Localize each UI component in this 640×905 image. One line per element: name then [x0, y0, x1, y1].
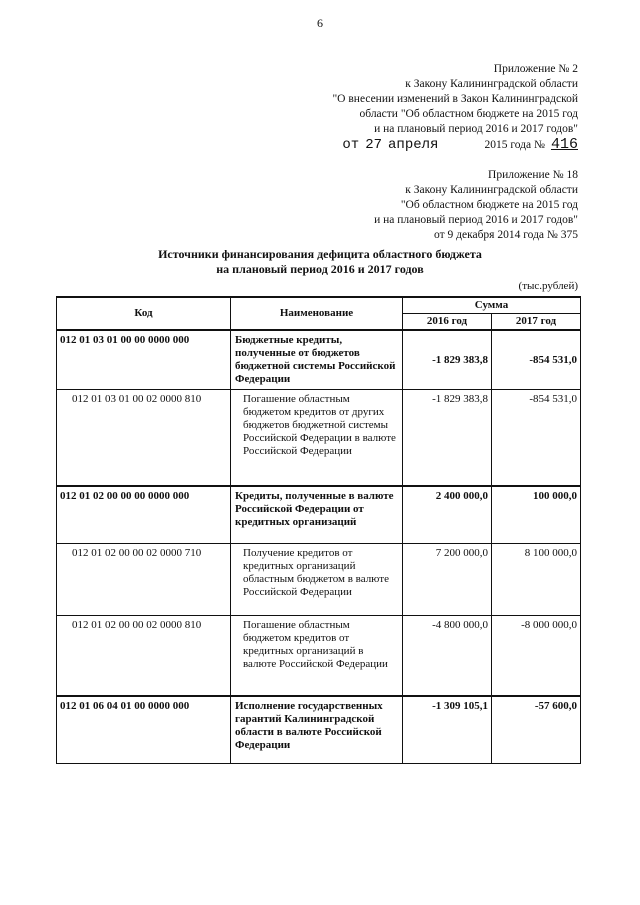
row-value-2016: -4 800 000,0	[403, 616, 492, 696]
row-value-2016: 2 400 000,0	[403, 486, 492, 544]
row-value-2017: 8 100 000,0	[492, 544, 581, 616]
row-code: 012 01 02 00 00 00 0000 000	[57, 486, 231, 544]
appendix-line: области "Об областном бюджете на 2015 год	[359, 108, 578, 120]
appendix-line: к Закону Калининградской области	[405, 184, 578, 196]
table-row	[57, 330, 581, 390]
header-name: Наименование	[231, 297, 403, 330]
row-value-2017: -854 531,0	[492, 390, 581, 486]
row-name: Исполнение государственных гарантий Калининградской области в валюте Российской Федерации	[231, 696, 403, 764]
row-value-2017: 100 000,0	[492, 486, 581, 544]
appendix-line: к Закону Калининградской области	[405, 78, 578, 90]
row-name: Погашение областным бюджетом кредитов от других бюджетов бюджетной системы Российской Федерации в валюте Российской Федерации	[231, 390, 403, 486]
appendix-line: от 9 декабря 2014 года № 375	[433, 229, 578, 241]
date-month: апреля	[388, 137, 439, 153]
row-name: Получение кредитов от кредитных организаций областным бюджетом в валюте Российской Федерации	[231, 544, 403, 616]
table-row	[57, 544, 581, 616]
header-year-2017: 2017 год	[492, 314, 581, 331]
row-value-2017: -57 600,0	[492, 696, 581, 764]
budget-table	[56, 296, 581, 764]
title-line-2: на плановый период 2016 и 2017 годов	[216, 262, 424, 276]
row-value-2016: -1 829 383,8	[403, 390, 492, 486]
row-name: Погашение областным бюджетом кредитов от кредитных организаций в валюте Российской Федерации	[231, 616, 403, 696]
row-code: 012 01 06 04 01 00 0000 000	[57, 696, 231, 764]
appendix-line: Приложение № 18	[488, 169, 578, 181]
appendix-original-header	[374, 168, 578, 243]
row-value-2016: -1 309 105,1	[403, 696, 492, 764]
table-header-row	[57, 297, 581, 314]
appendix-line: "О внесении изменений в Закон Калининградской	[332, 93, 578, 105]
row-code: 012 01 02 00 00 02 0000 810	[57, 616, 231, 696]
table-row	[57, 616, 581, 696]
table-row	[57, 486, 581, 544]
table-row	[57, 696, 581, 764]
header-year-2016: 2016 год	[403, 314, 492, 331]
header-code: Код	[57, 297, 231, 330]
header-sum: Сумма	[403, 297, 581, 314]
title-line-1: Источники финансирования дефицита областного бюджета	[158, 247, 482, 261]
appendix-current-header	[332, 62, 578, 153]
date-prefix: от	[342, 137, 360, 153]
document-title	[60, 247, 580, 277]
date-year-text: 2015 года №	[484, 139, 545, 151]
row-name: Бюджетные кредиты, полученные от бюджетов бюджетной системы Российской Федерации	[231, 330, 403, 390]
law-number: 416	[550, 136, 578, 153]
table-row	[57, 390, 581, 486]
appendix-line: "Об областном бюджете на 2015 год	[400, 199, 578, 211]
page-number: 6	[317, 16, 323, 30]
appendix-date-line	[332, 137, 578, 153]
appendix-line: Приложение № 2	[493, 63, 578, 75]
row-value-2017: -854 531,0	[492, 330, 581, 390]
row-code: 012 01 03 01 00 02 0000 810	[57, 390, 231, 486]
row-code: 012 01 02 00 00 02 0000 710	[57, 544, 231, 616]
units-label: (тыс.рублей)	[518, 280, 578, 292]
row-code: 012 01 03 01 00 00 0000 000	[57, 330, 231, 390]
row-value-2016: -1 829 383,8	[403, 330, 492, 390]
date-day: 27	[365, 137, 383, 153]
row-value-2016: 7 200 000,0	[403, 544, 492, 616]
row-value-2017: -8 000 000,0	[492, 616, 581, 696]
appendix-line: и на плановый период 2016 и 2017 годов"	[374, 123, 578, 135]
appendix-line: и на плановый период 2016 и 2017 годов"	[374, 214, 578, 226]
row-name: Кредиты, полученные в валюте Российской Федерации от кредитных организаций	[231, 486, 403, 544]
